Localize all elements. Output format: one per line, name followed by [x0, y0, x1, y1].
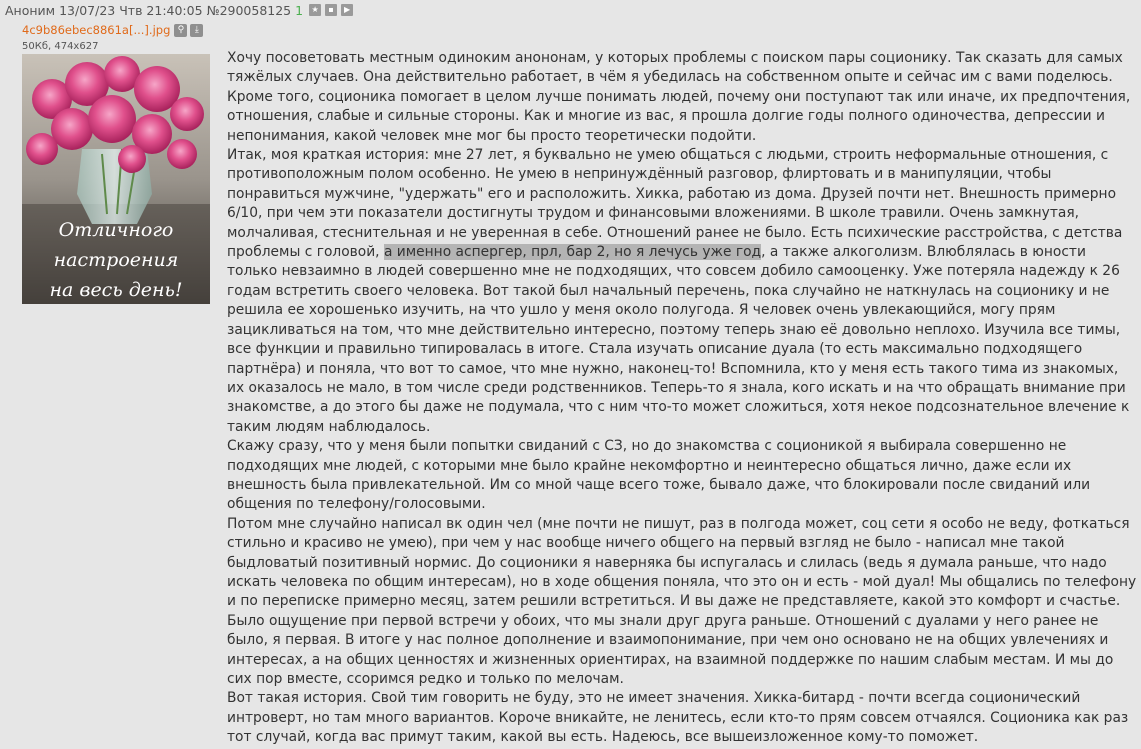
post-number-link[interactable]: №290058125 — [206, 2, 292, 18]
post-paragraph-2 — [227, 146, 1139, 437]
post-paragraph-3: Скажу сразу, что у меня были попытки свиданий с СЗ, но до знакомства с соционикой я выбирала совершенно не подходящих мне людей, с которыми мне было крайне некомфортно и неинтересно общаться лично, даже если их внешность была привлекательной. Им со мной чаще всего тоже, бывало даже, что блокировали после свиданий или общения по телефону/голосовыми. — [227, 438, 1095, 513]
post-body — [227, 49, 1139, 748]
post-paragraph-5: Вот такая история. Свой тим говорить не буду, это не имеет значения. Хикка-битард - почти всегда соционический интроверт, но там много вариантов. Короче вникайте, не ленитесь, если кто-то прям совсем отчаялся. Соционика как раз тот случай, когда вас примут таким, какой вы есть. Надеюсь, все вышеизложенное кому-то поможет. — [227, 690, 1133, 746]
post-date: 13/07/23 Чтв 21:40:05 — [59, 2, 203, 18]
post-header — [5, 2, 357, 18]
post-paragraph-2-end: , а также алкоголизм. Влюблялась в юности только невзаимно в людей совершенно мне не подходящих, что совсем добило самооценку. Уже потеряла надежду к 26 годам встретить своего человека. Вот такой был начальный перечень, пока случайно не наткнулась на соционику и не решила ее хорошенько изучить, на что ушло у меня около полугода. Я человек очень увлекающийся, могу прям зацикливаться на том, что мне действительно интересно, поэтому теперь знаю её довольно неплохо. Изучила все тимы, все функции и правильно типировалась в итоге. Стала изучать описание дуала (то есть максимально подходящего партнёра) и поняла, что вот то самое, что мне нужно, наконец-то! Вспомнила, кто у меня есть такого тима из знакомых, их оказалось не мало, в том числе среди родственников. Теперь-то я знала, кого искать и на что обращать внимание при знакомстве, а до этого бы даже не подумала, что с ним что-то может сложиться, хотя некое подсознательное влечение к таким людям наблюдалось. — [227, 244, 1134, 435]
image-caption-line-2: настроения — [53, 249, 179, 271]
file-name-link[interactable]: 4c9b86ebec8861a[...].jpg — [22, 23, 171, 37]
image-caption — [50, 219, 183, 301]
reply-count[interactable]: 1 — [295, 2, 304, 18]
roses-image — [22, 54, 210, 304]
image-caption-line-1: Отличного — [58, 219, 174, 241]
post-paragraph-4: Потом мне случайно написал вк один чел (мне почти не пишут, раз в полгода может, соц сети я особо не веду, фоткаться стильно и красиво не умею), при чем у нас вообще ничего общего на первый взгляд не было - написал мне такой быдловатый позитивный нормис. До соционики я наверняка бы испугалась и слилась (ведь я думала раньше, что надо искать человека по общим интересам), но в ходе общения поняла, что это он и есть - мой дуал! Мы общались по телефону и по переписке примерно месяц, затем решили встретиться. И вы даже не представляете, какой это комфорт и счастье. Было ощущение при первой встречи у обоих, что мы знали друг друга раньше. Отношений с дуалами у него ранее не было, я первая. В итоге у нас полное дополнение и взаимопонимание, при чем оно основано не на общих увлечениях и интересах, а на общих ценностях и жизненных ориентирах, на взаимной поддержке по нашим слабым местам. И мы до сих пор вместе, ссоримся редко и только по мелочам. — [227, 515, 1141, 687]
post-paragraph-2-start: Итак, моя краткая история: мне 27 лет, я буквально не умею общаться с людьми, строить неформальные отношения, с противоположным полом особенно. Не умею в непринуждённый разговор, флиртовать и в манипуляции, чтобы понравиться мужчине, "удержать" его и расположить. Хикка, работаю из дома. Друзей почти нет. Внешность примерно 6/10, при чем эти показатели достигнуты трудом и финансовыми вложениями. В школе травили. Очень замкнутая, молчаливая, стеснительная и не уверенная в себе. Отношений ранее не было. Есть психические расстройства, с детства проблемы с головой, — [227, 147, 1127, 261]
post-paragraph-1: Хочу посоветовать местным одиноким анононам, у которых проблемы с поиском пары соционику. Так сказать для самых тяжёлых случаев. Она действительно работает, в чём я убедилась на собственном опыте и сейчас им с вами поделюсь. Кроме того, соционика помогает в целом лучше понимать людей, почему они поступают так или иначе, их предпочтения, отношения, слабые и сильные стороны. Как и многие из вас, я прошла долгие годы полного одиночества, депрессии и непонимания, какой человек мне мог бы просто теоретически подойти. — [227, 50, 1135, 144]
star-icon[interactable]: ★ — [309, 4, 321, 16]
hide-icon[interactable]: ▪ — [325, 4, 337, 16]
image-caption-line-3: на весь день! — [49, 279, 183, 301]
spoiler-text[interactable]: а именно аспергер, прл, бар 2, но я лечусь уже год — [383, 244, 762, 261]
play-icon[interactable]: ▶ — [341, 4, 353, 16]
file-info — [22, 23, 206, 37]
search-icon[interactable]: ⚲ — [174, 24, 187, 37]
post-image-thumbnail[interactable] — [22, 54, 210, 304]
post-author: Аноним — [5, 2, 56, 18]
download-icon[interactable]: ⤓ — [190, 24, 203, 37]
file-meta: 50Кб, 474x627 — [22, 41, 99, 52]
